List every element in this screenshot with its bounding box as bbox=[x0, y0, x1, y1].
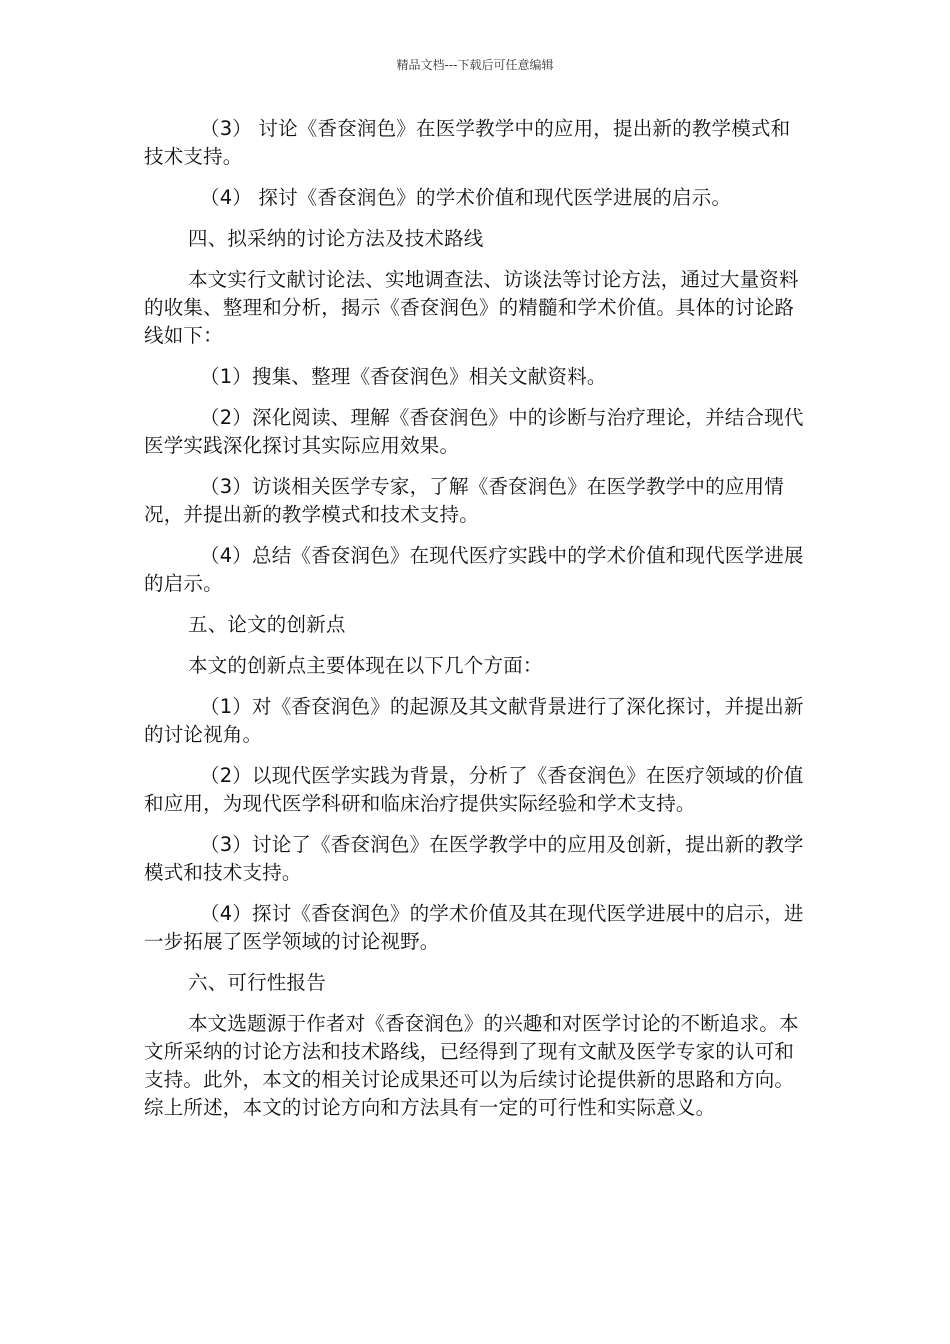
paragraph-innovation-1: （1）对《香奁润色》的起源及其文献背景进行了深化探讨，并提出新的讨论视角。 bbox=[144, 695, 804, 746]
paragraph-route-4: （4）总结《香奁润色》在现代医疗实践中的学术价值和现代医学进展的启示。 bbox=[144, 544, 804, 595]
paragraph-innovation-4: （4）探讨《香奁润色》的学术价值及其在现代医学进展中的启示，进一步拓展了医学领域的讨论视野。 bbox=[144, 902, 804, 953]
page-header: 精品文档---下载后可任意编辑 bbox=[396, 58, 554, 72]
paragraph-item-3-teaching: （3） 讨论《香奁润色》在医学教学中的应用，提出新的教学模式和技术支持。 bbox=[144, 117, 791, 168]
paragraph-route-3: （3）访谈相关医学专家，了解《香奁润色》在医学教学中的应用情况，并提出新的教学模式和技术支持。 bbox=[144, 475, 784, 526]
paragraph-item-4-value: （4） 探讨《香奁润色》的学术价值和现代医学进展的启示。 bbox=[200, 186, 732, 209]
paragraph-innovation-3: （3）讨论了《香奁润色》在医学教学中的应用及创新，提出新的教学模式和技术支持。 bbox=[144, 833, 804, 884]
paragraph-feasibility: 本文选题源于作者对《香奁润色》的兴趣和对医学讨论的不断追求。本文所采纳的讨论方法和技术路线，已经得到了现有文献及医学专家的认可和支持。此外，本文的相关讨论成果还可以为后续讨论提供新的思路和方向。综上所述，本文的讨论方向和方法具有一定的可行性和实际意义。 bbox=[144, 1012, 799, 1119]
section-heading-feasibility: 六、可行性报告 bbox=[188, 971, 326, 994]
paragraph-route-2: （2）深化阅读、理解《香奁润色》中的诊断与治疗理论，并结合现代医学实践深化探讨其实际应用效果。 bbox=[144, 406, 804, 457]
document-body bbox=[144, 115, 809, 1135]
paragraph-route-1: （1）搜集、整理《香奁润色》相关文献资料。 bbox=[200, 365, 607, 388]
section-heading-innovation: 五、论文的创新点 bbox=[188, 613, 346, 636]
paragraph-innovation-intro: 本文的创新点主要体现在以下几个方面： bbox=[188, 654, 543, 677]
section-heading-methods: 四、拟采纳的讨论方法及技术路线 bbox=[188, 227, 484, 250]
paragraph-innovation-2: （2）以现代医学实践为背景，分析了《香奁润色》在医疗领域的价值和应用，为现代医学科研和临床治疗提供实际经验和学术支持。 bbox=[144, 764, 804, 815]
paragraph-methods-intro: 本文实行文献讨论法、实地调查法、访谈法等讨论方法，通过大量资料的收集、整理和分析，揭示《香奁润色》的精髓和学术价值。具体的讨论路线如下： bbox=[144, 268, 799, 347]
